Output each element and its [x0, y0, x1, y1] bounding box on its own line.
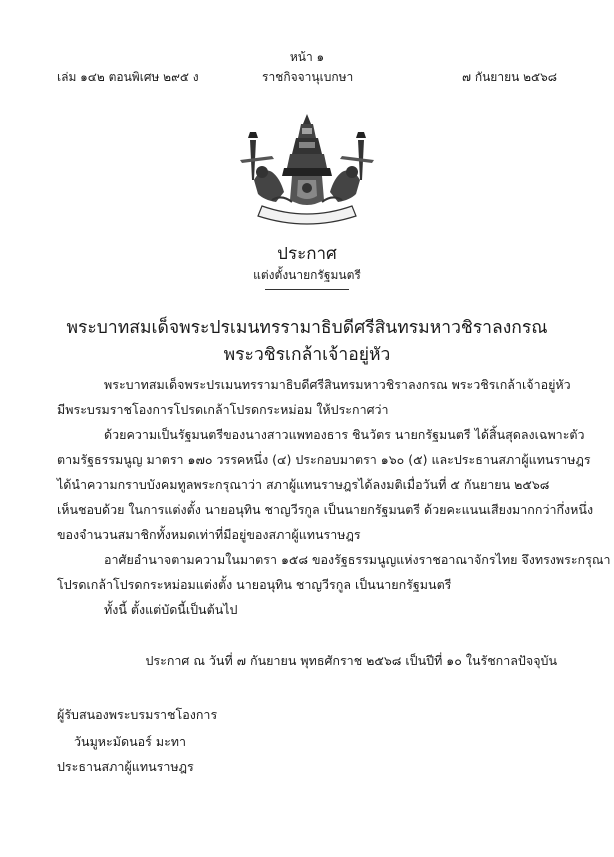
paragraph-line: พระบาทสมเด็จพระปรเมนทรรามาธิบดีศรีสินทรมหาวชิราลงกรณ พระวชิรเกล้าเจ้าอยู่หัว — [104, 377, 571, 392]
proclamation-date: ประกาศ ณ วันที่ ๗ กันยายน พุทธศักราช ๒๕๖๘ เป็นปีที่ ๑๐ ในรัชกาลปัจจุบัน — [145, 653, 557, 668]
paragraph-line: ทั้งนี้ ตั้งแต่บัดนี้เป็นต้นไป — [104, 602, 238, 617]
paragraph-appointment — [57, 547, 611, 597]
king-name-line1: พระบาทสมเด็จพระปรเมนทรรามาธิบดีศรีสินทรมหาวชิราลงกรณ — [66, 318, 548, 338]
paragraph-effective — [57, 597, 557, 622]
paragraph-line: เห็นชอบด้วย ในการแต่งตั้ง นายอนุทิน ชาญวีรกูล เป็นนายกรัฐมนตรี ด้วยคะแนนเสียงมากกว่ากึ่งหนึ่ง — [57, 502, 594, 517]
announcement-subtitle: แต่งตั้งนายกรัฐมนตรี — [253, 268, 361, 282]
gazette-name: ราชกิจจานุเบกษา — [262, 70, 354, 84]
royal-emblem-icon — [232, 110, 382, 225]
paragraph-preamble — [57, 372, 571, 422]
countersign-name: วันมูหะมัดนอร์ มะทา — [74, 734, 187, 749]
countersign-label: ผู้รับสนองพระบรมราชโองการ — [57, 707, 218, 722]
announcement-title: ประกาศ — [277, 244, 337, 264]
volume-issue: เล่ม ๑๔๒ ตอนพิเศษ ๒๙๕ ง — [57, 70, 199, 84]
paragraph-line: ของจำนวนสมาชิกทั้งหมดเท่าที่มีอยู่ของสภาผู้แทนราษฎร — [57, 527, 361, 542]
paragraph-line: โปรดเกล้าโปรดกระหม่อมแต่งตั้ง นายอนุทิน ชาญวีรกูล เป็นนายกรัฐมนตรี — [57, 577, 452, 592]
paragraph-line: ด้วยความเป็นรัฐมนตรีของนางสาวแพทองธาร ชินวัตร นายกรัฐมนตรี ได้สิ้นสุดลงเฉพาะตัว — [104, 427, 585, 442]
paragraph-line: ได้นำความกราบบังคมทูลพระกรุณาว่า สภาผู้แทนราษฎรได้ลงมติเมื่อวันที่ ๕ กันยายน ๒๕๖๘ — [57, 477, 550, 492]
publish-date: ๗ กันยายน ๒๕๖๘ — [462, 70, 557, 84]
title-underline — [265, 289, 349, 290]
paragraph-reason — [57, 422, 594, 547]
paragraph-line: มีพระบรมราชโองการโปรดเกล้าโปรดกระหม่อม ให้ประกาศว่า — [57, 402, 389, 417]
paragraph-line: อาศัยอำนาจตามความในมาตรา ๑๕๘ ของรัฐธรรมนูญแห่งราชอาณาจักรไทย จึงทรงพระกรุณา — [104, 552, 611, 567]
king-name-line2: พระวชิรเกล้าเจ้าอยู่หัว — [223, 345, 391, 365]
countersign-position: ประธานสภาผู้แทนราษฎร — [57, 759, 194, 774]
paragraph-line: ตามรัฐธรรมนูญ มาตรา ๑๗๐ วรรคหนึ่ง (๔) ประกอบมาตรา ๑๖๐ (๕) และประธานสภาผู้แทนราษฎร — [57, 452, 591, 467]
page-number: หน้า ๑ — [289, 50, 325, 64]
